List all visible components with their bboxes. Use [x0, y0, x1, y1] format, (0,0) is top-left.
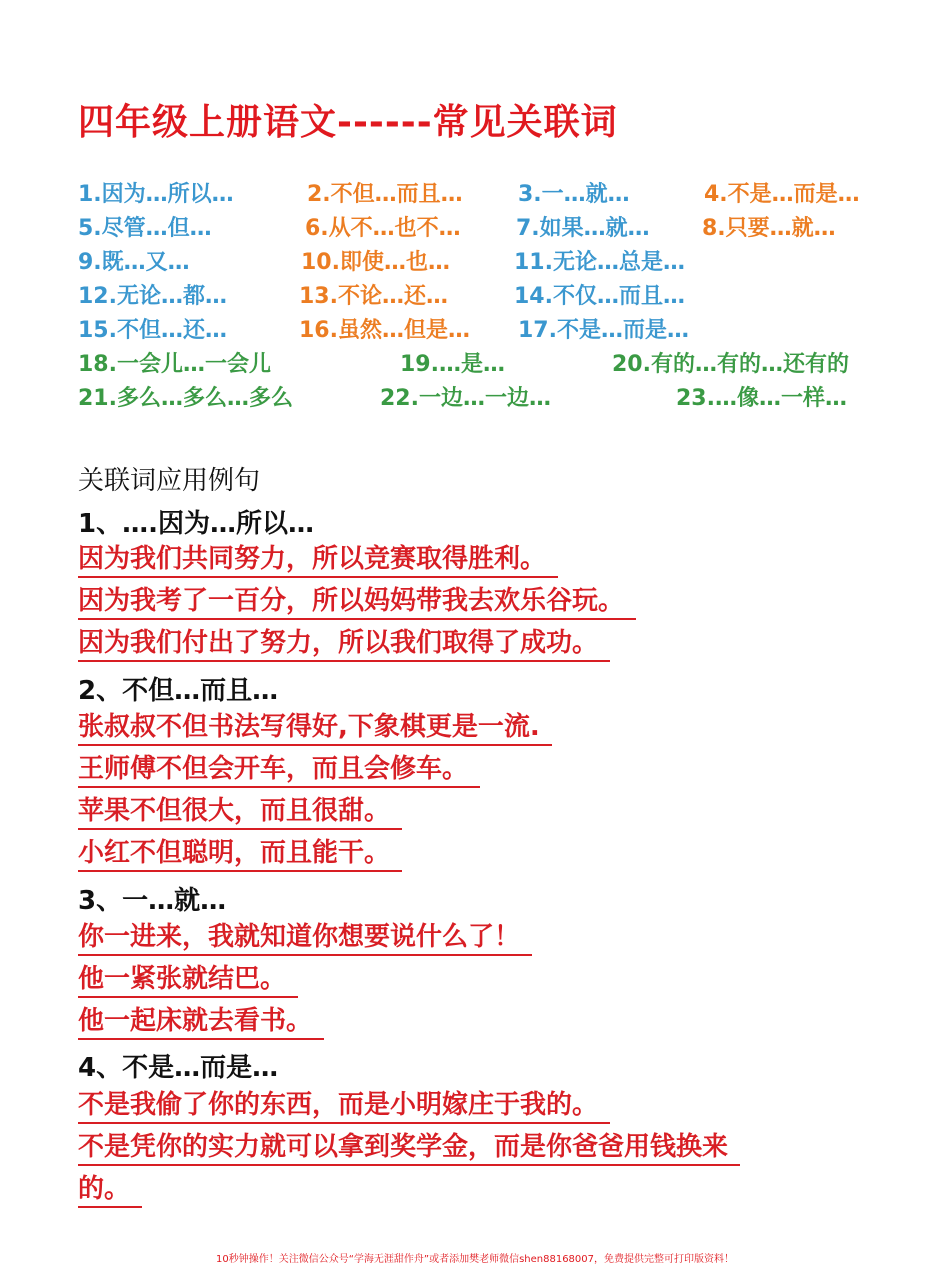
conjunction-item: 8.只要…就…	[702, 216, 836, 241]
example-heading: 2、不但…而且…	[78, 676, 279, 706]
example-sentence: 小红不但聪明，而且能干。	[78, 836, 402, 872]
conjunction-item: 17.不是…而是…	[518, 318, 689, 343]
example-sentence: 的。	[78, 1172, 142, 1208]
example-heading: 4、不是…而是…	[78, 1053, 279, 1083]
conjunction-item: 9.既…又…	[78, 250, 190, 275]
example-sentence: 他一起床就去看书。	[78, 1004, 324, 1040]
example-sentence: 他一紧张就结巴。	[78, 962, 298, 998]
conjunction-row	[0, 313, 950, 347]
conjunction-item: 12.无论…都…	[78, 284, 227, 309]
conjunction-item: 6.从不…也不…	[305, 216, 461, 241]
example-sentence: 你一进来，我就知道你想要说什么了！	[78, 920, 532, 956]
example-sentence: 因为我们付出了努力，所以我们取得了成功。	[78, 626, 610, 662]
conjunction-item: 7.如果…就…	[516, 216, 650, 241]
page-title: 四年级上册语文------常见关联词	[78, 102, 618, 143]
example-sentence: 张叔叔不但书法写得好,下象棋更是一流.	[78, 710, 552, 746]
example-heading: 3、一…就…	[78, 886, 227, 916]
example-sentence: 不是我偷了你的东西，而是小明嫁庄于我的。	[78, 1088, 610, 1124]
conjunction-item: 13.不论…还…	[299, 284, 448, 309]
section-title: 关联词应用例句	[78, 466, 261, 496]
conjunction-row	[0, 347, 950, 381]
conjunction-item: 4.不是…而是…	[704, 182, 860, 207]
example-sentence: 因为我考了一百分，所以妈妈带我去欢乐谷玩。	[78, 584, 636, 620]
conjunction-item: 11.无论…总是…	[514, 250, 685, 275]
conjunction-item: 5.尽管…但…	[78, 216, 212, 241]
conjunction-item: 14.不仅…而且…	[514, 284, 685, 309]
conjunction-item: 18.一会儿…一会儿	[78, 352, 271, 377]
conjunction-item: 19.…是…	[400, 352, 505, 377]
example-sentence: 不是凭你的实力就可以拿到奖学金，而是你爸爸用钱换来	[78, 1130, 740, 1166]
example-sentence: 因为我们共同努力，所以竞赛取得胜利。	[78, 542, 558, 578]
conjunction-item: 2.不但…而且…	[307, 182, 463, 207]
conjunction-item: 23.…像…一样…	[676, 386, 847, 411]
conjunction-item: 10.即使…也…	[301, 250, 450, 275]
conjunction-item: 16.虽然…但是…	[299, 318, 470, 343]
example-sentence: 苹果不但很大，而且很甜。	[78, 794, 402, 830]
footer-note: 10秒钟操作！关注微信公众号“学海无涯甜作舟”或者添加樊老师微信shen88168007，免费提供完整可打印版资料！	[215, 1254, 735, 1265]
conjunction-row	[0, 381, 950, 415]
example-heading: 1、….因为…所以…	[78, 509, 314, 539]
conjunction-row	[0, 245, 950, 279]
conjunction-row	[0, 177, 950, 211]
conjunction-item: 22.一边…一边…	[380, 386, 551, 411]
conjunction-row	[0, 211, 950, 245]
conjunction-item: 1.因为…所以…	[78, 182, 234, 207]
conjunction-item: 21.多么…多么…多么	[78, 386, 293, 411]
conjunction-item: 3.一…就…	[518, 182, 630, 207]
conjunction-item: 20.有的…有的…还有的	[612, 352, 849, 377]
conjunction-item: 15.不但…还…	[78, 318, 227, 343]
example-sentence: 王师傅不但会开车，而且会修车。	[78, 752, 480, 788]
conjunction-row	[0, 279, 950, 313]
